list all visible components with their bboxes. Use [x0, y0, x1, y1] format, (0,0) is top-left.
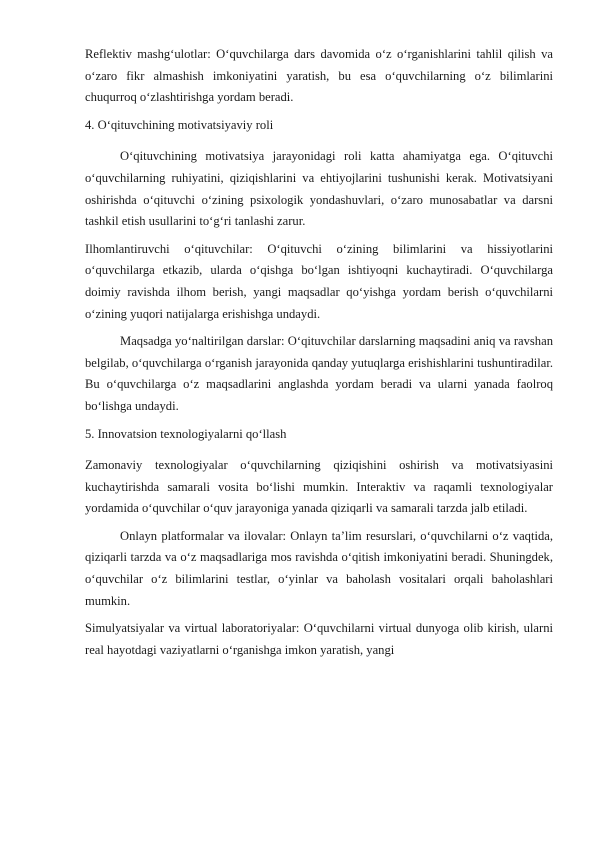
- paragraph-reflective-sessions: Reflektiv mashg‘ulotlar: O‘quvchilarga dars davomida o‘z o‘rganishlarini tahlil qilish va o‘zaro fikr almashish imkoniyatini yaratish, bu esa o‘quvchilarning o‘z bilimlarini chuqurroq o‘zlashtirishga yordam beradi.: [85, 47, 553, 105]
- paragraph-goal-oriented-lessons: Maqsadga yo‘naltirilgan darslar: O‘qituvchilar darslarning maqsadini aniq va ravshan belgilab, o‘quvchilarga o‘rganish jarayonida qanday yutuqlarga erishishlarini tushuntiradilar. Bu o‘quvchilarga o‘z maqsadlarini anglashda yordam beradi va ularni yanada faolroq bo‘lishga undaydi.: [85, 334, 553, 413]
- paragraph-modern-technologies: Zamonaviy texnologiyalar o‘quvchilarning qiziqishini oshirish va motivatsiyasini kuchaytirishda samarali vosita bo‘lishi mumkin. Interaktiv va raqamli texnologiyalar yordamida o‘quvchilar o‘quv jarayoniga yanada qiziqarli va samarali tarzda jalb etiladi.: [85, 458, 553, 516]
- paragraph-simulations: Simulyatsiyalar va virtual laboratoriyalar: O‘quvchilarni virtual dunyoga olib kirish, ularni real hayotdagi vaziyatlarni o‘rganishga imkon yaratish, yangi: [85, 621, 553, 657]
- paragraph-online-platforms: Onlayn platformalar va ilovalar: Onlayn ta’lim resurslari, o‘quvchilarni o‘z vaqtida, qiziqarli tarzda va o‘z maqsadlariga mos ravishda o‘qitish imkoniyatini beradi. Shuningdek, o‘quvchilar o‘z bilimlarini testlar, o‘yinlar va baholash vositalari orqali baholashlari mumkin.: [85, 528, 553, 608]
- paragraph-inspiring-teachers: Ilhomlantiruvchi o‘qituvchilar: O‘qituvchi o‘zining bilimlarini va hissiyotlarini o‘quvchilarga etkazib, ularda o‘qishga bo‘lgan ishtiyoqni kuchaytiradi. O‘quvchilarga doimiy ravishda ilhom berish, yangi maqsadlar qo‘yishga yordam berish o‘quvchilarni o‘zining yuqori natijalarga erishishga undaydi.: [85, 241, 553, 321]
- paragraph-teacher-role: O‘qituvchining motivatsiya jarayonidagi roli katta ahamiyatga ega. O‘qituvchi o‘quvchilarning ruhiyatini, qiziqishlarini va ehtiyojlarini tushunishi kerak. Motivatsiyani oshirishda o‘qituvchi o‘zining psixologik yondashuvlari, o‘zaro munosabatlar va darsni tashkil etish usullarini to‘g‘ri tanlashi zarur.: [85, 149, 553, 229]
- section-heading-4: 4. O‘qituvchining motivatsiyaviy roli: [85, 117, 274, 132]
- document-body: [85, 44, 553, 667]
- section-heading-5: 5. Innovatsion texnologiyalarni qo‘llash: [85, 426, 287, 441]
